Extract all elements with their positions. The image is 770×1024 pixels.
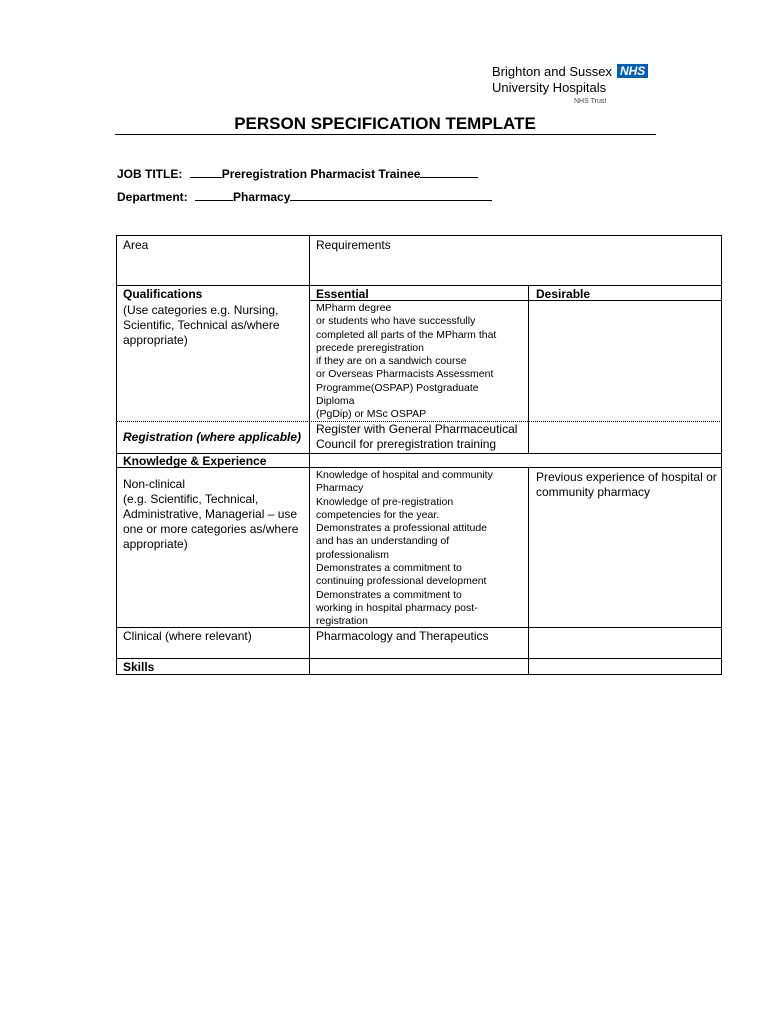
title-divider [115,134,656,135]
nhs-badge: NHS [617,64,648,78]
registration-area: Registration (where applicable) [123,430,302,444]
department-value: Pharmacy [233,190,291,204]
clinical-essential: Pharmacology and Therapeutics [316,629,489,643]
org-name-line2: University Hospitals [492,80,607,95]
clinical-area: Clinical (where relevant) [123,629,252,643]
qualifications-title: Qualifications [123,287,203,301]
department-label: Department: [117,190,188,204]
knowledge-desirable: Previous experience of hospital or community pharmacy [536,470,717,499]
page-title: PERSON SPECIFICATION TEMPLATE [234,114,536,133]
registration-essential: Register with General Pharmaceutical Council for preregistration training [316,422,518,451]
qualifications-note: (Use categories e.g. Nursing, Scientific, Technical as/where appropriate) [123,303,280,347]
trust-label: NHS Trust [574,98,607,105]
col-header-requirements: Requirements [316,238,391,252]
job-title-value: Preregistration Pharmacist Trainee [221,167,421,181]
trust-logo [492,64,667,105]
col-header-area: Area [123,238,149,252]
essential-header: Essential [316,287,369,301]
knowledge-area: Non-clinical (e.g. Scientific, Technical, Administrative, Managerial – use one or more categories as/where appropriate) [123,477,299,551]
desirable-header: Desirable [536,287,591,301]
job-title-field [117,167,478,181]
org-name-line1: Brighton and Sussex [492,64,612,79]
knowledge-section-title: Knowledge & Experience [123,454,267,468]
knowledge-essential: Knowledge of hospital and community Pharmacy Knowledge of pre-registration competencies for the year. Demonstrates a professional attitude and has an understanding of professionalism Demonstrates a commitment to continuing professional development Demonstrates a commitment to working in hospital pharmacy post- registration [316,469,493,628]
job-title-label: JOB TITLE: [117,167,183,181]
skills-area: Skills [123,660,155,674]
department-field [117,190,492,204]
qualifications-essential: MPharm degree or students who have successfully completed all parts of the MPharm that precede preregistration if they are on a sandwich course or Overseas Pharmacists Assessment Programme(OSPAP) Postgraduate Diploma (PgDip) or MSc OSPAP [316,302,497,421]
